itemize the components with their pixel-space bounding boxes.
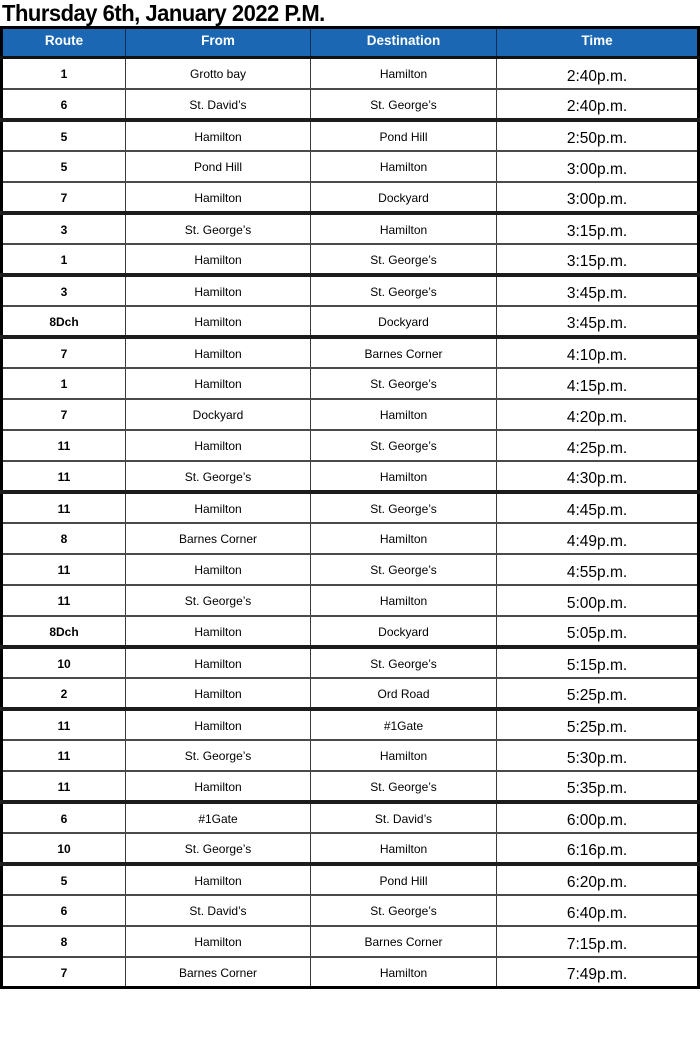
table-row <box>2 833 699 864</box>
from-cell: St. George’s <box>126 213 311 244</box>
from-cell: Hamilton <box>126 492 311 523</box>
time-cell: 3:15p.m. <box>497 213 699 244</box>
time-cell: 4:10p.m. <box>497 337 699 368</box>
destination-cell: Hamilton <box>311 461 497 492</box>
destination-cell: Dockyard <box>311 616 497 647</box>
from-cell: Hamilton <box>126 275 311 306</box>
destination-cell: Hamilton <box>311 399 497 430</box>
destination-cell: St. George’s <box>311 554 497 585</box>
col-header-route: Route <box>2 28 126 58</box>
time-cell: 5:05p.m. <box>497 616 699 647</box>
from-cell: Hamilton <box>126 182 311 213</box>
time-cell: 3:45p.m. <box>497 275 699 306</box>
table-row <box>2 895 699 926</box>
destination-cell: St. George’s <box>311 89 497 120</box>
destination-cell: St. George’s <box>311 771 497 802</box>
time-cell: 6:20p.m. <box>497 864 699 895</box>
from-cell: Hamilton <box>126 678 311 709</box>
time-cell: 5:15p.m. <box>497 647 699 678</box>
table-row <box>2 399 699 430</box>
table-row <box>2 957 699 988</box>
route-cell: 11 <box>2 771 126 802</box>
page-title: Thursday 6th, January 2022 P.M. <box>2 0 325 26</box>
from-cell: Hamilton <box>126 864 311 895</box>
route-cell: 1 <box>2 368 126 399</box>
from-cell: St. George’s <box>126 833 311 864</box>
col-header-destination: Destination <box>311 28 497 58</box>
destination-cell: Barnes Corner <box>311 337 497 368</box>
from-cell: Hamilton <box>126 554 311 585</box>
table-row <box>2 523 699 554</box>
from-cell: Hamilton <box>126 120 311 151</box>
from-cell: Hamilton <box>126 616 311 647</box>
time-cell: 7:15p.m. <box>497 926 699 957</box>
from-cell: Hamilton <box>126 430 311 461</box>
time-cell: 4:30p.m. <box>497 461 699 492</box>
time-cell: 3:15p.m. <box>497 244 699 275</box>
table-row <box>2 926 699 957</box>
from-cell: Dockyard <box>126 399 311 430</box>
from-cell: St. George’s <box>126 585 311 616</box>
table-row <box>2 461 699 492</box>
route-cell: 8Dch <box>2 616 126 647</box>
table-header <box>2 28 699 58</box>
destination-cell: Ord Road <box>311 678 497 709</box>
table-row <box>2 337 699 368</box>
time-cell: 5:25p.m. <box>497 678 699 709</box>
route-cell: 8 <box>2 523 126 554</box>
route-cell: 5 <box>2 120 126 151</box>
from-cell: Pond Hill <box>126 151 311 182</box>
from-cell: Hamilton <box>126 244 311 275</box>
time-cell: 3:00p.m. <box>497 182 699 213</box>
destination-cell: St. George’s <box>311 492 497 523</box>
header-row <box>2 28 699 58</box>
table-row <box>2 740 699 771</box>
route-cell: 11 <box>2 461 126 492</box>
time-cell: 4:25p.m. <box>497 430 699 461</box>
route-cell: 11 <box>2 740 126 771</box>
time-cell: 2:50p.m. <box>497 120 699 151</box>
from-cell: Barnes Corner <box>126 957 311 988</box>
table-row <box>2 89 699 120</box>
from-cell: St. George’s <box>126 461 311 492</box>
from-cell: Hamilton <box>126 709 311 740</box>
time-cell: 2:40p.m. <box>497 58 699 89</box>
from-cell: Hamilton <box>126 647 311 678</box>
time-cell: 4:55p.m. <box>497 554 699 585</box>
destination-cell: Hamilton <box>311 740 497 771</box>
route-cell: 11 <box>2 554 126 585</box>
time-cell: 4:15p.m. <box>497 368 699 399</box>
route-cell: 6 <box>2 89 126 120</box>
destination-cell: Dockyard <box>311 306 497 337</box>
route-cell: 10 <box>2 647 126 678</box>
table-body <box>2 58 699 988</box>
table-row <box>2 368 699 399</box>
from-cell: Barnes Corner <box>126 523 311 554</box>
route-cell: 1 <box>2 244 126 275</box>
time-cell: 4:20p.m. <box>497 399 699 430</box>
from-cell: Hamilton <box>126 771 311 802</box>
route-cell: 1 <box>2 58 126 89</box>
table-row <box>2 182 699 213</box>
col-header-from: From <box>126 28 311 58</box>
from-cell: Hamilton <box>126 368 311 399</box>
time-cell: 3:00p.m. <box>497 151 699 182</box>
time-cell: 2:40p.m. <box>497 89 699 120</box>
time-cell: 5:25p.m. <box>497 709 699 740</box>
time-cell: 4:49p.m. <box>497 523 699 554</box>
table-row <box>2 492 699 523</box>
destination-cell: Dockyard <box>311 182 497 213</box>
route-cell: 8 <box>2 926 126 957</box>
destination-cell: St. George’s <box>311 368 497 399</box>
destination-cell: Hamilton <box>311 957 497 988</box>
from-cell: Hamilton <box>126 926 311 957</box>
table-row <box>2 771 699 802</box>
bus-schedule-table <box>0 26 700 989</box>
destination-cell: St. David’s <box>311 802 497 833</box>
destination-cell: Hamilton <box>311 58 497 89</box>
destination-cell: Hamilton <box>311 585 497 616</box>
destination-cell: St. George’s <box>311 430 497 461</box>
table-row <box>2 802 699 833</box>
time-cell: 3:45p.m. <box>497 306 699 337</box>
from-cell: #1Gate <box>126 802 311 833</box>
destination-cell: Hamilton <box>311 523 497 554</box>
time-cell: 6:40p.m. <box>497 895 699 926</box>
route-cell: 2 <box>2 678 126 709</box>
time-cell: 5:30p.m. <box>497 740 699 771</box>
route-cell: 3 <box>2 275 126 306</box>
time-cell: 7:49p.m. <box>497 957 699 988</box>
time-cell: 6:00p.m. <box>497 802 699 833</box>
table-row <box>2 647 699 678</box>
table-row <box>2 244 699 275</box>
table-row <box>2 58 699 89</box>
from-cell: Hamilton <box>126 337 311 368</box>
time-cell: 6:16p.m. <box>497 833 699 864</box>
table-row <box>2 430 699 461</box>
route-cell: 7 <box>2 182 126 213</box>
table-row <box>2 306 699 337</box>
route-cell: 11 <box>2 430 126 461</box>
time-cell: 4:45p.m. <box>497 492 699 523</box>
route-cell: 8Dch <box>2 306 126 337</box>
route-cell: 7 <box>2 337 126 368</box>
destination-cell: Pond Hill <box>311 120 497 151</box>
destination-cell: Hamilton <box>311 833 497 864</box>
destination-cell: St. George’s <box>311 244 497 275</box>
from-cell: Hamilton <box>126 306 311 337</box>
destination-cell: St. George’s <box>311 895 497 926</box>
table-row <box>2 151 699 182</box>
table-row <box>2 554 699 585</box>
table-row <box>2 616 699 647</box>
from-cell: St. David’s <box>126 89 311 120</box>
destination-cell: Hamilton <box>311 151 497 182</box>
from-cell: St. George’s <box>126 740 311 771</box>
from-cell: St. David’s <box>126 895 311 926</box>
route-cell: 7 <box>2 957 126 988</box>
table-row <box>2 120 699 151</box>
route-cell: 3 <box>2 213 126 244</box>
table-row <box>2 864 699 895</box>
destination-cell: Barnes Corner <box>311 926 497 957</box>
route-cell: 6 <box>2 802 126 833</box>
destination-cell: St. George’s <box>311 647 497 678</box>
from-cell: Grotto bay <box>126 58 311 89</box>
route-cell: 6 <box>2 895 126 926</box>
destination-cell: #1Gate <box>311 709 497 740</box>
time-cell: 5:00p.m. <box>497 585 699 616</box>
route-cell: 11 <box>2 585 126 616</box>
destination-cell: Pond Hill <box>311 864 497 895</box>
destination-cell: St. George’s <box>311 275 497 306</box>
route-cell: 11 <box>2 709 126 740</box>
route-cell: 10 <box>2 833 126 864</box>
destination-cell: Hamilton <box>311 213 497 244</box>
route-cell: 5 <box>2 864 126 895</box>
time-cell: 5:35p.m. <box>497 771 699 802</box>
table-row <box>2 709 699 740</box>
route-cell: 7 <box>2 399 126 430</box>
table-row <box>2 275 699 306</box>
col-header-time: Time <box>497 28 699 58</box>
route-cell: 5 <box>2 151 126 182</box>
route-cell: 11 <box>2 492 126 523</box>
table-row <box>2 585 699 616</box>
table-row <box>2 213 699 244</box>
table-row <box>2 678 699 709</box>
